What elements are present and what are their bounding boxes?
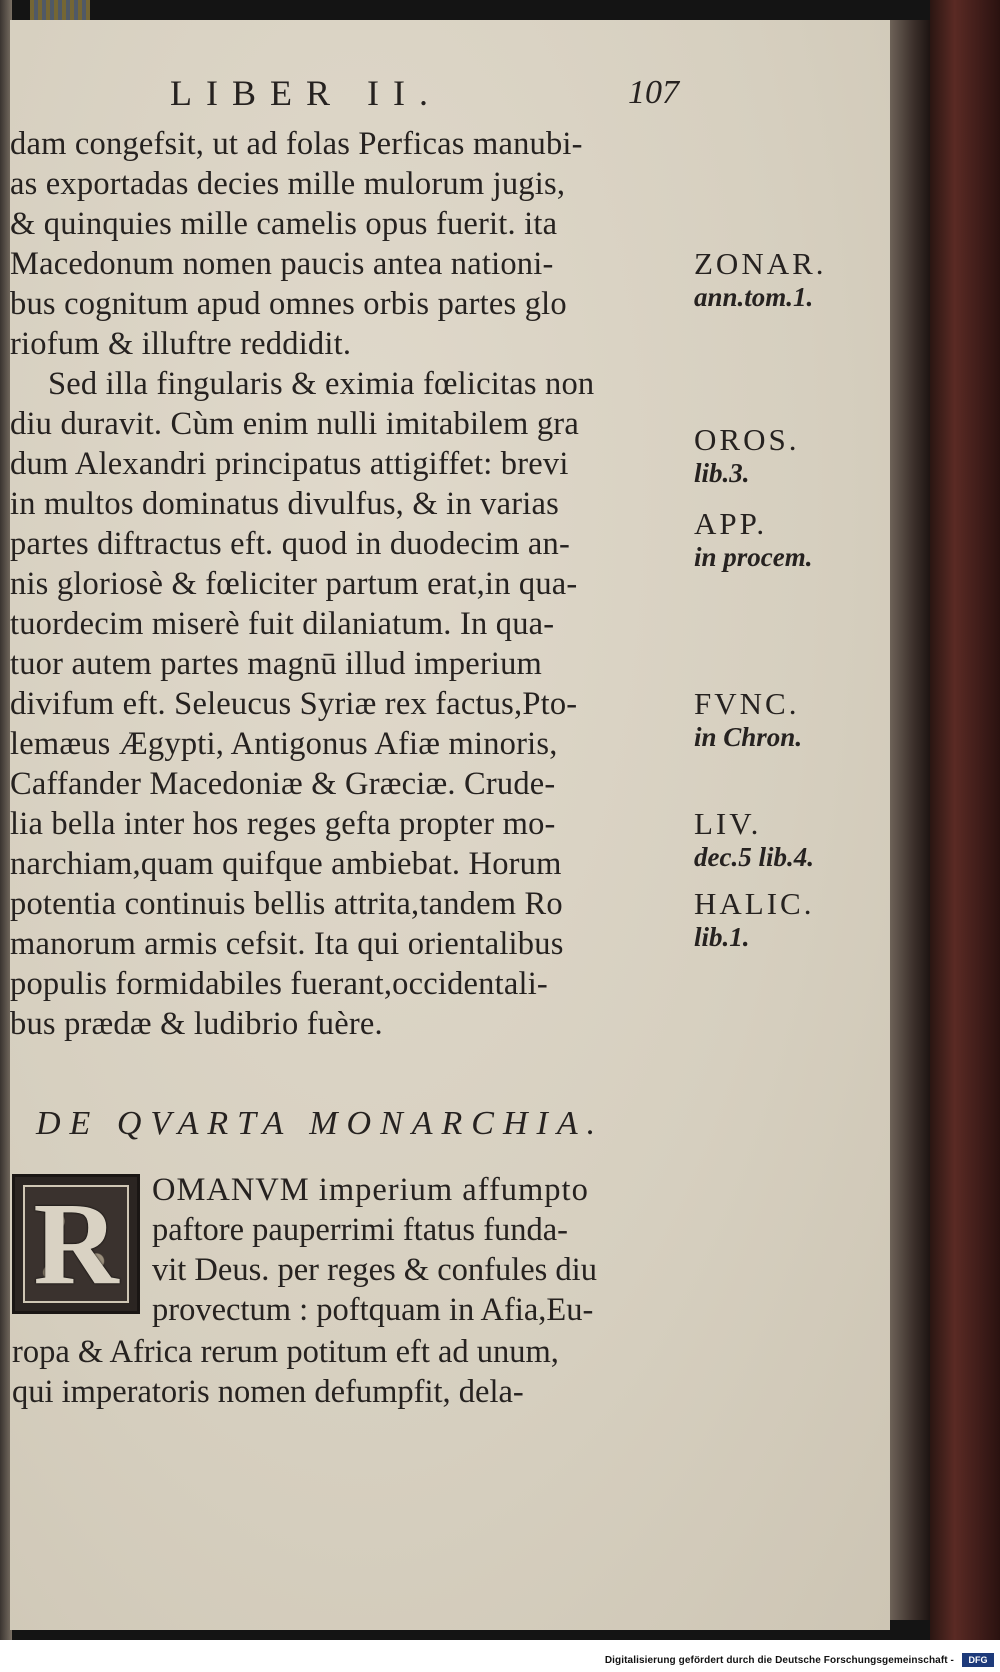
margin-note-ref: in Chron. <box>694 722 803 752</box>
margin-note-ref: ann.tom.1. <box>694 282 814 312</box>
body-line: & quinquies mille camelis opus fuerit. ita <box>10 206 558 242</box>
body-line: divifum eft. Seleucus Syriæ rex factus,Pto- <box>10 686 578 722</box>
body-line: potentia continuis bellis attrita,tandem Ro <box>10 886 563 922</box>
body-line: populis formidabiles fuerant,occidentali- <box>10 966 548 1002</box>
running-head: LIBER II. <box>170 73 442 113</box>
body-line: narchiam,quam quifque ambiebat. Horum <box>10 846 562 882</box>
margin-note-label: FVNC. <box>694 686 800 721</box>
body-line: bus prædæ & ludibrio fuère. <box>10 1006 383 1042</box>
page-number: 107 <box>628 74 679 111</box>
margin-note <box>694 422 799 489</box>
body-line: bus cognitum apud omnes orbis partes glo <box>10 286 567 322</box>
decorated-initial <box>12 1174 140 1314</box>
margin-note-ref: dec.5 lib.4. <box>694 842 814 872</box>
margin-note <box>694 506 813 573</box>
body-line: OMANVM imperium affumpto <box>152 1172 589 1208</box>
body-line: ropa & Africa rerum potitum eft ad unum, <box>12 1334 559 1370</box>
margin-note <box>694 686 802 753</box>
body-line: partes diftractus eft. quod in duodecim an- <box>10 526 571 562</box>
body-line: diu duravit. Cùm enim nulli imitabilem gra <box>10 406 579 442</box>
body-line: lia bella inter hos reges gefta propter mo- <box>10 806 556 842</box>
margin-note-label: APP. <box>694 506 768 541</box>
book-cover-edge <box>930 0 1000 1658</box>
body-line: provectum : poftquam in Afia,Eu- <box>152 1292 594 1328</box>
body-line: tuor autem partes magnū illud imperium <box>10 646 542 682</box>
digitization-credit: Digitalisierung gefördert durch die Deutsche Forschungsgemeinschaft - <box>604 1655 954 1666</box>
initial-letter: R <box>33 1178 119 1309</box>
body-line: paftore pauperrimi ftatus funda- <box>152 1212 569 1248</box>
body-line: lemæus Ægypti, Antigonus Afiæ minoris, <box>10 726 558 762</box>
margin-note-label: HALIC. <box>694 886 815 921</box>
margin-note-ref: lib.1. <box>694 922 750 952</box>
margin-note-label: ZONAR. <box>694 246 827 281</box>
margin-note <box>694 806 814 873</box>
section-title: DE QVARTA MONARCHIA. <box>36 1105 605 1142</box>
body-line: Macedonum nomen paucis antea nationi- <box>10 246 554 282</box>
dfg-logo: DFG <box>962 1653 994 1667</box>
body-line: qui imperatoris nomen defumpfit, dela- <box>12 1374 524 1410</box>
margin-note-ref: in procem. <box>694 542 813 572</box>
margin-note-label: OROS. <box>694 422 800 457</box>
margin-note <box>694 246 827 313</box>
body-line: tuordecim miserè fuit dilaniatum. In qua- <box>10 606 555 642</box>
body-line: dam congefsit, ut ad folas Perficas manubi- <box>10 126 583 162</box>
margin-note-label: LIV. <box>694 806 762 841</box>
body-line: dum Alexandri principatus attigiffet: brevi <box>10 446 569 482</box>
margin-note <box>694 886 814 953</box>
bookmark-ribbon <box>30 0 90 22</box>
body-line: Sed illa fingularis & eximia fœlicitas non <box>48 366 595 402</box>
body-line: Caffander Macedoniæ & Græciæ. Crude- <box>10 766 556 802</box>
body-line: riofum & illuftre reddidit. <box>10 326 352 362</box>
body-line: nis gloriosè & fœliciter partum erat,in qua- <box>10 566 578 602</box>
margin-note-ref: lib.3. <box>694 458 750 488</box>
page-edge-right <box>890 20 930 1620</box>
body-line: as exportadas decies mille mulorum jugis, <box>10 166 566 202</box>
body-line: vit Deus. per reges & confules diu <box>152 1252 597 1288</box>
body-line: manorum armis cefsit. Ita qui orientalibus <box>10 926 564 962</box>
body-line: in multos dominatus divulfus, & in varias <box>10 486 559 522</box>
